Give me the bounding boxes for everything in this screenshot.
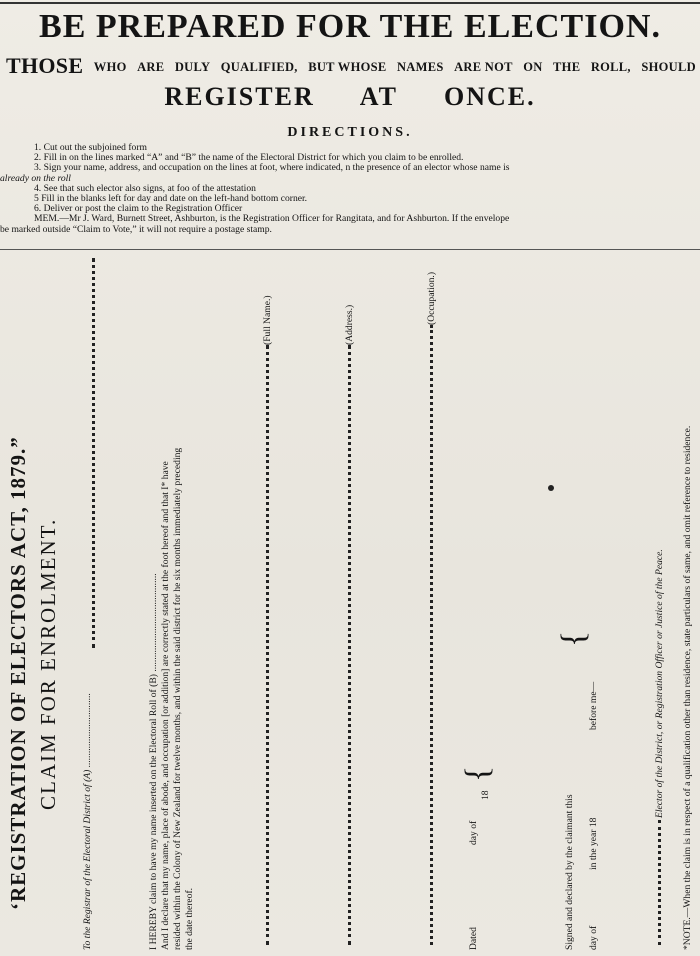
before-me-label: before me— (588, 681, 599, 730)
occupation-dotted-line (430, 325, 433, 945)
declare-line-1: And I declare that my name, place of abode, and occupation [or addition] are correctly stated at the foot hereof and that I* have (160, 461, 171, 950)
subline-word-5: QUALIFIED, (220, 60, 298, 74)
note-line: *NOTE.—When the claim is in respect of a qualification other than residence, state particulars of same, and omit reference to residence. (682, 425, 693, 950)
memo-line-continued: be marked outside “Claim to Vote,” it will not require a postage stamp. (0, 223, 272, 235)
elector-dotted-line (658, 820, 661, 945)
direction-6: 6. Deliver or post the claim to the Registration Officer (34, 203, 243, 215)
direction-4: 4. See that such elector also signs, at foo of the attestation (34, 182, 256, 194)
subline-word-9: ON (523, 60, 543, 74)
direction-2: 2. Fill in on the lines marked “A” and “B” the name of the Electoral District for which you claim to be enrolled. (34, 152, 464, 164)
subline-word-11: ROLL, (590, 60, 631, 74)
subline-word-1: THOSE (6, 53, 84, 78)
top-rule (0, 2, 700, 4)
memo-line: MEM.—Mr J. Ward, Burnett Street, Ashburton, is the Registration Officer for Rangitata, and for Ashburton. If the envelope (34, 213, 510, 225)
direction-3-continued: already on the roll (0, 172, 71, 184)
hereby-line: I HEREBY claim to have my name inserted on the Electoral Roll of (B) ......................................... (148, 573, 159, 950)
full-name-dotted-line (266, 345, 269, 945)
address-dotted-line (348, 345, 351, 945)
registrar-dotted-line (92, 258, 95, 648)
address-label: (Address.) (344, 304, 355, 345)
subline-word-12: SHOULD (641, 60, 696, 74)
subline-word-7: NAMES (396, 60, 444, 74)
subline-word-8: ARE NOT (454, 60, 513, 74)
dated-brace: { (459, 765, 497, 783)
act-title: ‘REGISTRATION OF ELECTORS ACT, 1879.” (6, 436, 30, 910)
subline-word-4: DULY (174, 60, 211, 74)
occupation-label: (Occupation.) (426, 271, 437, 325)
declare-line-2: resided within the Colony of New Zealand for twelve months, and within the said district for he six months immediately preceding (172, 447, 183, 950)
subline-word-10: THE (553, 60, 581, 74)
elector-line: Elector of the District, or Registration Officer or Justice of the Peace. (654, 549, 665, 818)
dated-label: Dated (468, 927, 479, 950)
year-line: in the year 18 (588, 817, 599, 870)
day-of-2-label: day of (588, 925, 599, 950)
claim-title: CLAIM FOR ENROLMENT. (36, 517, 60, 810)
ink-smudge (548, 485, 554, 491)
subline-word-3: ARE (137, 60, 165, 74)
directions-title: DIRECTIONS. (287, 125, 413, 140)
day-of-label: day of (468, 820, 479, 845)
direction-3: 3. Sign your name, address, and occupation on the lines at foot, where indicated, n the presence of an elector whose name is (34, 162, 510, 174)
subline-word-6: BUT WHOSE (308, 60, 387, 74)
signed-line: Signed and declared by the claimant this (564, 794, 575, 950)
directions-list (0, 143, 700, 235)
subline (6, 53, 696, 78)
year-label: 18 (480, 790, 491, 800)
headline: BE PREPARED FOR THE ELECTION. (39, 8, 661, 45)
registrar-line: To the Registrar of the Electoral District of (A) ............................... (82, 692, 93, 950)
form-divider (0, 249, 700, 250)
direction-1: 1. Cut out the subjoined form (34, 142, 147, 153)
subline-word-2: WHO (93, 60, 127, 74)
full-name-label: (Full Name.) (262, 295, 273, 345)
direction-5: 5 Fill in the blanks left for day and date on the left-hand bottom corner. (34, 193, 308, 205)
signed-brace: { (555, 630, 593, 648)
register-heading: REGISTER AT ONCE. (164, 82, 536, 111)
declare-line-3: the date thereof. (184, 887, 195, 950)
